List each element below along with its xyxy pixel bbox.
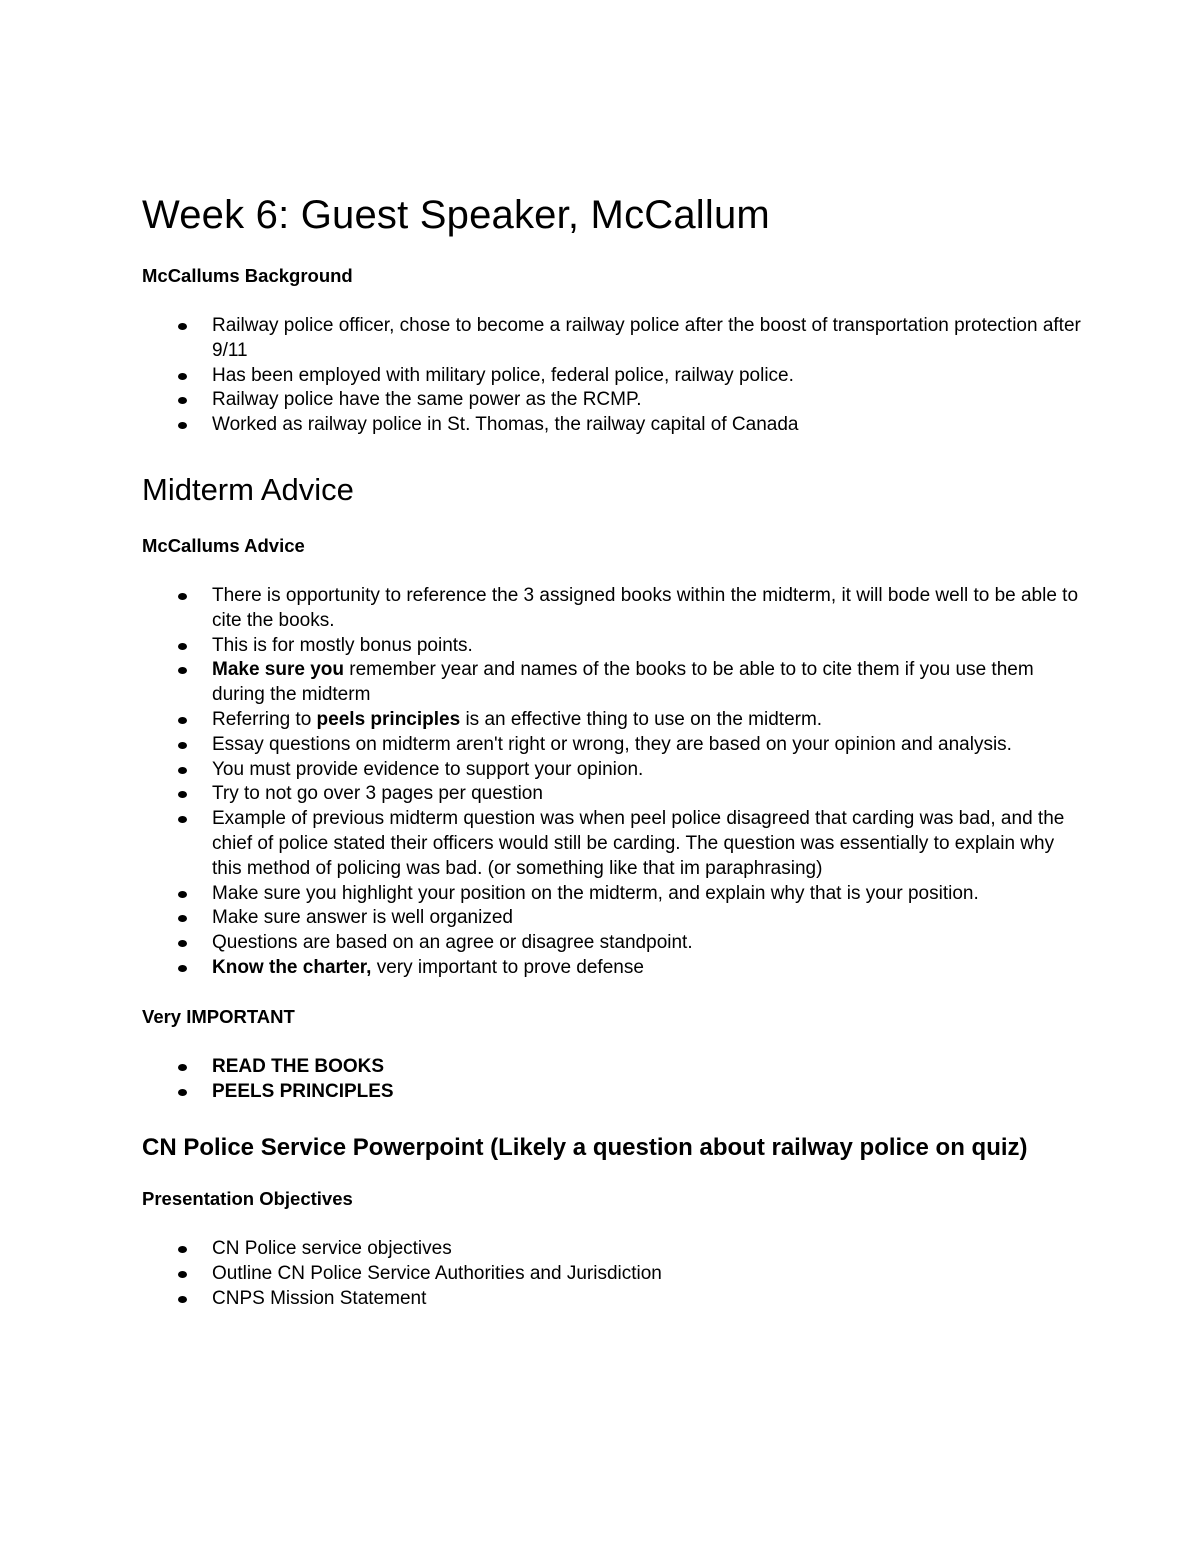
important-list <box>142 1055 1082 1105</box>
bullet-icon <box>178 1064 187 1071</box>
list-item: Railway police have the same power as the RCMP. <box>142 388 1082 413</box>
bullet-icon <box>178 816 187 823</box>
list-item: Essay questions on midterm aren't right or wrong, they are based on your opinion and analysis. <box>142 733 1082 758</box>
list-item: This is for mostly bonus points. <box>142 634 1082 659</box>
list-item: Worked as railway police in St. Thomas, the railway capital of Canada <box>142 413 1082 438</box>
list-item: READ THE BOOKS <box>142 1055 1082 1080</box>
bullet-icon <box>178 667 187 674</box>
list-item: Make sure answer is well organized <box>142 906 1082 931</box>
list-item: Questions are based on an agree or disagree standpoint. <box>142 931 1082 956</box>
list-item: Railway police officer, chose to become a railway police after the boost of transportation protection after 9/11 <box>142 314 1082 364</box>
list-item: Make sure you highlight your position on the midterm, and explain why that is your position. <box>142 882 1082 907</box>
section-heading-background: McCallums Background <box>142 265 353 286</box>
bullet-icon <box>178 323 187 330</box>
list-item: Outline CN Police Service Authorities and Jurisdiction <box>142 1262 1082 1287</box>
bullet-icon <box>178 742 187 749</box>
objectives-list <box>142 1237 1082 1311</box>
bullet-icon <box>178 791 187 798</box>
subheading-objectives: Presentation Objectives <box>142 1188 353 1210</box>
bullet-icon <box>178 940 187 947</box>
bullet-icon <box>178 593 187 600</box>
list-item: PEELS PRINCIPLES <box>142 1080 1082 1105</box>
page-title: Week 6: Guest Speaker, McCallum <box>142 193 770 237</box>
bullet-icon <box>178 1246 187 1253</box>
list-item: Referring to peels principles is an effective thing to use on the midterm. <box>142 708 1082 733</box>
bullet-icon <box>178 717 187 724</box>
list-item: Try to not go over 3 pages per question <box>142 782 1082 807</box>
section-heading-cn: CN Police Service Powerpoint (Likely a question about railway police on quiz) <box>142 1134 1028 1162</box>
list-item: CN Police service objectives <box>142 1237 1082 1262</box>
bullet-icon <box>178 1089 187 1096</box>
bullet-icon <box>178 965 187 972</box>
bullet-icon <box>178 1296 187 1303</box>
bullet-icon <box>178 643 187 650</box>
bullet-icon <box>178 397 187 404</box>
list-item: Example of previous midterm question was when peel police disagreed that carding was bad, and the chief of police stated their officers would still be carding. The question was essentially to explain why this method of policing was bad. (or something like that im paraphrasing) <box>142 807 1082 881</box>
subheading-advice: McCallums Advice <box>142 534 305 556</box>
bullet-icon <box>178 767 187 774</box>
section-heading-midterm: Midterm Advice <box>142 471 354 507</box>
list-item: There is opportunity to reference the 3 assigned books within the midterm, it will bode well to be able to cite the books. <box>142 584 1082 634</box>
list-item: Know the charter, very important to prove defense <box>142 956 1082 981</box>
bullet-icon <box>178 422 187 429</box>
subheading-important: Very IMPORTANT <box>142 1005 295 1027</box>
list-item: Has been employed with military police, federal police, railway police. <box>142 364 1082 389</box>
advice-list <box>142 584 1082 981</box>
list-item: You must provide evidence to support your opinion. <box>142 758 1082 783</box>
bullet-icon <box>178 1271 187 1278</box>
list-item: CNPS Mission Statement <box>142 1287 1082 1312</box>
bullet-icon <box>178 891 187 898</box>
background-list <box>142 314 1082 438</box>
list-item: Make sure you remember year and names of the books to be able to to cite them if you use them during the midterm <box>142 658 1082 708</box>
bullet-icon <box>178 915 187 922</box>
bullet-icon <box>178 373 187 380</box>
document-page <box>142 190 1082 1312</box>
